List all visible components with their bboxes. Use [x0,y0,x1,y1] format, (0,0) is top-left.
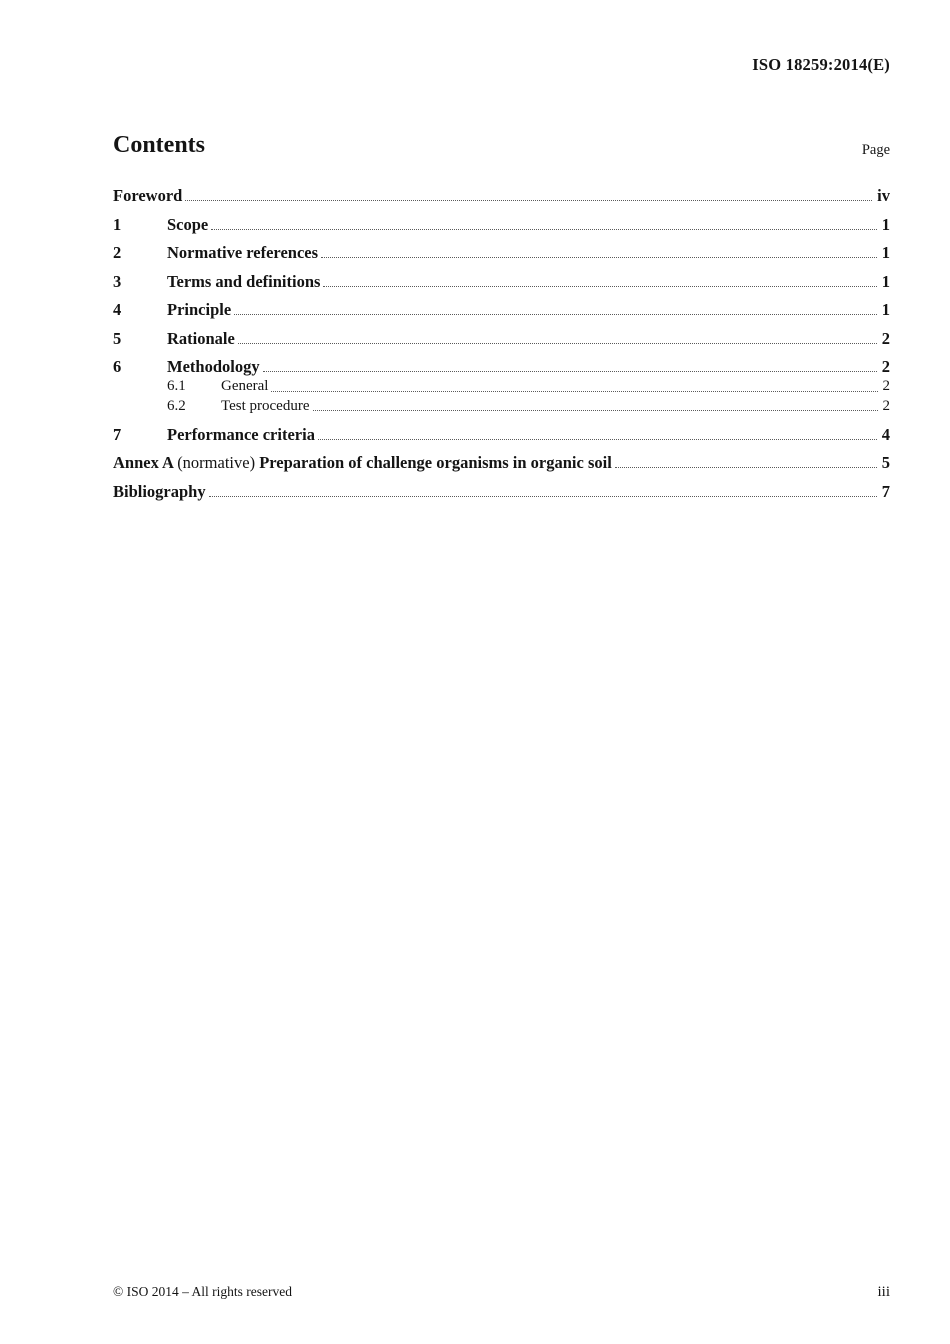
toc-entry [113,379,890,395]
toc-dot-leader [263,371,877,372]
toc-entry [113,187,890,204]
folio-page-number: iii [877,1284,890,1300]
toc-entry-page: 5 [881,453,890,472]
toc-entry-number: 4 [113,300,122,319]
toc-entry-label: Performance criteria [167,424,315,444]
toc-entry-label: Principle [167,300,232,319]
toc-entry-label: Bibliography [113,481,206,501]
toc-entry-label: Methodology [167,357,260,376]
toc-entry [113,301,890,318]
toc-dot-leader [271,391,877,392]
page-column-label: Page [861,142,890,158]
toc-entry [113,273,890,290]
toc-entry [113,426,890,443]
toc-entry-page: iv [877,186,890,205]
toc-entry-label: Terms and definitions [167,271,321,291]
toc-entry-label: General [221,378,269,394]
toc-entry-label: Normative references [167,243,319,262]
toc-entry-page: 1 [881,214,890,234]
toc-entry-number: 7 [113,424,122,444]
toc-dot-leader [209,496,877,497]
toc-dot-leader [615,467,877,468]
toc-entry [113,330,890,347]
toc-entry-page: 2 [882,397,890,414]
toc-entry-page: 1 [881,271,890,291]
page-footer [113,1284,890,1301]
toc-entry [113,244,890,261]
toc-entry-number: 3 [113,271,122,291]
toc-entry [113,216,890,233]
toc-entry-page: 4 [881,424,890,444]
toc-entry-page: 7 [881,481,890,501]
toc-entry [113,454,890,471]
toc-entry-page: 1 [881,243,890,262]
toc-dot-leader [313,410,878,411]
toc-dot-leader [323,286,876,287]
toc-dot-leader [211,229,877,230]
document-reference: ISO 18259:2014(E) [752,55,890,74]
toc-entry-number: 6.2 [167,397,186,414]
toc-entry-page: 2 [881,357,890,376]
toc-entry [113,358,890,375]
toc-entry-label: Annex A (normative) Preparation of challenge organisms in organic soil [113,453,612,472]
toc-entry-page: 1 [881,300,890,319]
toc-entry-label: Rationale [167,328,235,348]
toc-entry-page: 2 [882,378,890,394]
toc-entry [113,399,890,415]
toc-entry-label: Foreword [113,186,183,205]
toc-entry-page: 2 [881,328,890,348]
toc-entry-number: 2 [113,243,122,262]
toc-entry-number: 5 [113,328,122,348]
toc-entry-number: 1 [113,214,122,234]
toc-dot-leader [321,257,877,258]
toc-dot-leader [318,439,877,440]
toc-dot-leader [238,343,877,344]
toc-entry [113,483,890,500]
toc-dot-leader [234,314,877,315]
toc-entry-label: Test procedure [221,397,310,414]
copyright-notice: © ISO 2014 – All rights reserved [113,1284,292,1299]
contents-title: Contents [113,132,206,158]
table-of-contents [113,187,890,500]
toc-dot-leader [185,200,872,201]
toc-entry-number: 6 [113,357,122,376]
toc-entry-label: Scope [167,214,209,234]
toc-entry-number: 6.1 [167,378,186,394]
